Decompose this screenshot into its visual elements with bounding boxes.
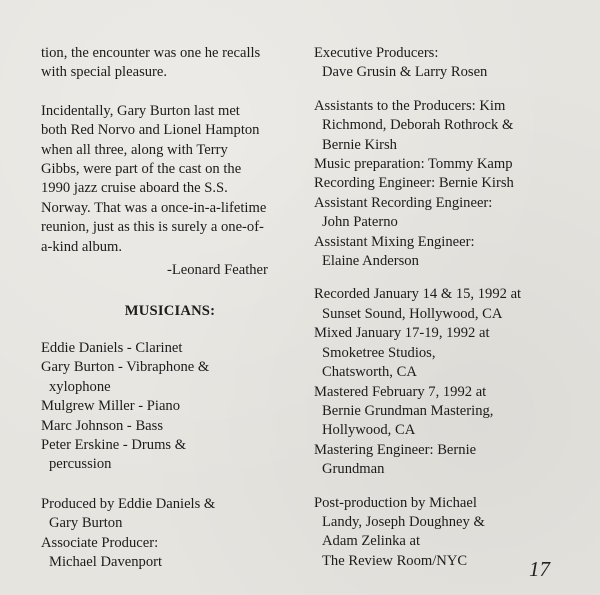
list-item: Eddie Daniels - Clarinet xyxy=(41,339,183,356)
left-column xyxy=(41,44,291,591)
right-column xyxy=(314,44,576,590)
staff-credits xyxy=(314,97,576,272)
credit-line: Bernie Grundman Mastering, xyxy=(322,402,494,419)
credit-line: Mixed January 17-19, 1992 at xyxy=(314,325,490,342)
credit-line: Recording Engineer: Bernie Kirsh xyxy=(314,175,514,192)
text-line: Norway. That was a once-in-a-lifetime xyxy=(41,199,267,216)
credit-line: Adam Zelinka at xyxy=(322,533,421,550)
credit-line: Elaine Anderson xyxy=(322,253,419,270)
page-number: 17 xyxy=(529,557,550,581)
credit-line: Executive Producers: xyxy=(314,45,439,61)
list-item: Gary Burton - Vibraphone & xyxy=(41,359,210,376)
musicians-heading: MUSICIANS: xyxy=(124,303,216,320)
text-line: with special pleasure. xyxy=(41,64,168,81)
credit-line: Assistant Mixing Engineer: xyxy=(314,233,475,250)
credit-line: Landy, Joseph Doughney & xyxy=(322,513,485,530)
text-line: Incidentally, Gary Burton last met xyxy=(41,102,240,119)
credit-line: Associate Producer: xyxy=(41,534,159,551)
recording-credits xyxy=(314,285,576,479)
credit-line: The Review Room/NYC xyxy=(322,552,468,569)
credit-line: Mastered February 7, 1992 at xyxy=(314,383,487,400)
list-item: percussion xyxy=(49,456,112,473)
liner-notes-paragraph xyxy=(41,102,291,257)
credit-line: Hollywood, CA xyxy=(322,422,416,439)
credit-line: Smoketree Studios, xyxy=(322,344,436,361)
credit-line: John Paterno xyxy=(322,214,398,231)
credit-line: Recorded January 14 & 15, 1992 at xyxy=(314,286,522,303)
credit-line: Michael Davenport xyxy=(49,553,163,570)
text-line: both Red Norvo and Lionel Hampton xyxy=(41,122,260,139)
musicians-list xyxy=(41,339,291,475)
text-line: when all three, along with Terry xyxy=(41,141,228,158)
credit-line: Dave Grusin & Larry Rosen xyxy=(322,64,488,81)
liner-notes-continuation xyxy=(41,44,291,83)
credit-line: Music preparation: Tommy Kamp xyxy=(314,156,513,173)
text-line: reunion, just as this is surely a one-of- xyxy=(41,219,264,236)
list-item: Peter Erskine - Drums & xyxy=(41,436,187,453)
text-line: Gibbs, were part of the cast on the xyxy=(41,161,242,178)
text-line: a-kind album. xyxy=(41,238,123,255)
credit-line: Post-production by Michael xyxy=(314,494,477,511)
author-signature: -Leonard Feather xyxy=(167,262,268,279)
list-item: xylophone xyxy=(49,378,111,395)
credit-line: Grundman xyxy=(322,461,385,478)
list-item: Marc Johnson - Bass xyxy=(41,417,164,434)
list-item: Mulgrew Miller - Piano xyxy=(41,398,181,415)
credit-line: Gary Burton xyxy=(49,515,123,532)
credit-line: Mastering Engineer: Bernie xyxy=(314,441,477,458)
executive-producers xyxy=(314,44,576,83)
production-credits xyxy=(41,495,291,573)
credit-line: Assistant Recording Engineer: xyxy=(314,194,493,211)
credit-line: Produced by Eddie Daniels & xyxy=(41,495,216,512)
credit-line: Richmond, Deborah Rothrock & xyxy=(322,117,514,134)
credit-line: Bernie Kirsh xyxy=(322,136,397,153)
credit-line: Sunset Sound, Hollywood, CA xyxy=(322,305,503,322)
text-line: 1990 jazz cruise aboard the S.S. xyxy=(41,180,228,197)
credit-line: Chatsworth, CA xyxy=(322,364,417,381)
text-line: tion, the encounter was one he recalls xyxy=(41,45,261,61)
credit-line: Assistants to the Producers: Kim xyxy=(314,97,506,114)
